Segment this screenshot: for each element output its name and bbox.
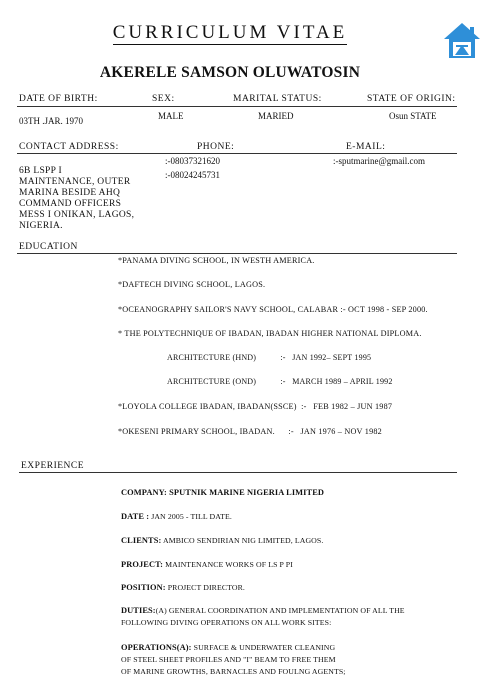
exp-position: POSITION: PROJECT DIRECTOR.	[121, 583, 245, 592]
edu-line-2: *DAFTECH DIVING SCHOOL, LAGOS.	[118, 280, 266, 289]
exp-operations-cont-1: OF STEEL SHEET PROFILES AND "I" BEAM TO FREE THEM	[121, 655, 336, 664]
email-label: E-MAIL:	[346, 142, 386, 152]
cv-title: CURRICULUM VITAE	[112, 22, 348, 43]
marital-label: MARITAL STATUS:	[233, 94, 322, 104]
sex-label: SEX:	[152, 94, 175, 104]
phone-2: :-08024245731	[165, 170, 220, 180]
edu-line-6: *OKESENI PRIMARY SCHOOL, IBADAN. :- JAN 1976 – NOV 1982	[118, 427, 382, 436]
house-logo-icon	[441, 21, 483, 61]
experience-heading: EXPERIENCE	[21, 461, 85, 471]
edu-ond: ARCHITECTURE (OND) :- MARCH 1989 – APRIL 1992	[167, 377, 393, 386]
address-label: CONTACT ADDRESS:	[19, 142, 119, 152]
edu-line-1: *PANAMA DIVING SCHOOL, IN WESTH AMERICA.	[118, 256, 315, 265]
exp-operations-cont-2: OF MARINE GROWTHS, BARNACLES AND FOULNG AGENTS;	[121, 667, 346, 676]
exp-date: DATE : JAN 2005 - TILL DATE.	[121, 512, 232, 521]
sex-value: MALE	[158, 111, 184, 121]
exp-operations: OPERATIONS(A): SURFACE & UNDERWATER CLEANING	[121, 643, 336, 652]
origin-label: STATE OF ORIGIN:	[367, 94, 456, 104]
phone-1: :-08037321620	[165, 156, 220, 166]
edu-line-5: *LOYOLA COLLEGE IBADAN, IBADAN(SSCE) :- FEB 1982 – JUN 1987	[118, 402, 393, 411]
exp-company: COMPANY: SPUTNIK MARINE NIGERIA LIMITED	[121, 488, 325, 497]
exp-clients: CLIENTS: AMBICO SENDIRIAN NIG LIMITED, LAGOS.	[121, 536, 324, 545]
education-heading: EDUCATION	[19, 242, 78, 252]
edu-line-3: *OCEANOGRAPHY SAILOR'S NAVY SCHOOL, CALABAR :- OCT 1998 - SEP 2000.	[118, 305, 428, 314]
email-value: :-sputmarine@gmail.com	[333, 156, 426, 166]
dob-label: DATE OF BIRTH:	[19, 94, 98, 104]
phone-label: PHONE:	[197, 142, 235, 152]
divider	[17, 253, 457, 254]
edu-line-4: * THE POLYTECHNIQUE OF IBADAN, IBADAN HIGHER NATIONAL DIPLOMA.	[118, 329, 422, 338]
exp-duties-cont: FOLLOWING DIVING OPERATIONS ON ALL WORK SITES:	[121, 618, 332, 627]
marital-value: MARIED	[258, 111, 294, 121]
edu-hnd: ARCHITECTURE (HND) :- JAN 1992– SEPT 1995	[167, 353, 372, 362]
exp-project: PROJECT: MAINTENANCE WORKS OF LS P PI	[121, 560, 293, 569]
address-value: 6B LSPP I MAINTENANCE, OUTER MARINA BESIDE AHQ COMMAND OFFICERS MESS I ONIKAN, LAGOS, NIGERIA.	[19, 166, 135, 231]
exp-duties: DUTIES:(A) GENERAL COORDINATION AND IMPLEMENTATION OF ALL THE	[121, 606, 405, 615]
applicant-name: AKERELE SAMSON OLUWATOSIN	[99, 64, 361, 81]
divider	[17, 153, 457, 154]
dob-value: 03TH .JAR. 1970	[19, 116, 84, 126]
divider	[17, 106, 457, 107]
divider	[19, 472, 457, 473]
origin-value: Osun STATE	[389, 111, 437, 121]
